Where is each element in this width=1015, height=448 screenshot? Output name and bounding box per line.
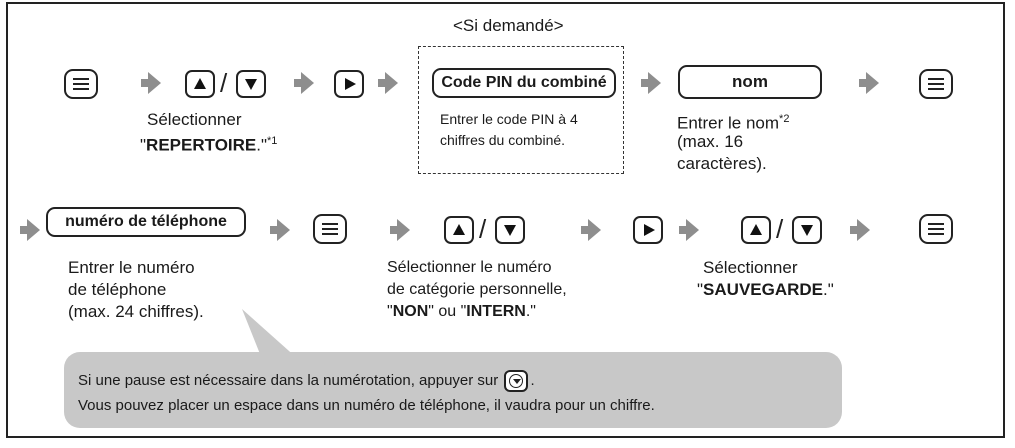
flow-arrow-icon xyxy=(397,219,410,241)
save-line1: Sélectionner xyxy=(703,258,798,277)
down-arrow-key-icon xyxy=(236,70,266,98)
select-repertoire-line1: Sélectionner xyxy=(147,110,242,129)
phone-hint-line2: de téléphone xyxy=(68,280,167,299)
right-arrow-key-icon xyxy=(633,216,663,244)
category-line2: de catégorie personnelle, xyxy=(387,281,567,298)
pin-field: Code PIN du combiné xyxy=(432,68,616,98)
category-line3: "NON" ou "INTERN." xyxy=(387,303,536,320)
flow-arrow-icon xyxy=(857,219,870,241)
phone-number-field: numéro de téléphone xyxy=(46,207,246,237)
flow-arrow-icon xyxy=(648,72,661,94)
up-arrow-key-icon xyxy=(185,70,215,98)
up-arrow-key-icon xyxy=(444,216,474,244)
category-line1: Sélectionner le numéro xyxy=(387,259,552,276)
bubble-pointer xyxy=(240,305,300,359)
save-line2: "SAUVEGARDE." xyxy=(697,280,834,299)
flow-arrow-icon xyxy=(277,219,290,241)
flow-arrow-icon xyxy=(27,219,40,241)
menu-key-icon xyxy=(64,69,98,99)
name-hint-line2: (max. 16 xyxy=(677,132,744,151)
note-line2: Vous pouvez placer un espace dans un numéro de téléphone, il vaudra pour un chiffre. xyxy=(78,397,655,414)
flow-arrow-icon xyxy=(866,72,879,94)
menu-key-icon xyxy=(919,69,953,99)
right-arrow-key-icon xyxy=(334,70,364,98)
flow-arrow-icon xyxy=(385,72,398,94)
slash-separator: / xyxy=(220,68,228,98)
flow-arrow-icon xyxy=(686,219,699,241)
name-hint-line1: Entrer le nom$^{*2}$ xyxy=(677,113,790,133)
phone-hint-line1: Entrer le numéro xyxy=(68,258,195,277)
phone-hint-line3: (max. 24 chiffres). xyxy=(68,302,204,321)
note-line1: Si une pause est nécessaire dans la numérotation, appuyer sur . xyxy=(78,370,535,392)
pause-key-icon xyxy=(504,370,528,392)
down-arrow-key-icon xyxy=(792,216,822,244)
flow-arrow-icon xyxy=(301,72,314,94)
select-repertoire-line2: "REPERTOIRE."$^{*1}$ xyxy=(140,135,278,155)
menu-key-icon xyxy=(313,214,347,244)
flow-arrow-icon xyxy=(588,219,601,241)
conditional-label: <Si demandé> xyxy=(453,16,564,35)
flow-arrow-icon xyxy=(148,72,161,94)
down-arrow-key-icon xyxy=(495,216,525,244)
slash-separator: / xyxy=(479,214,487,244)
name-hint-line3: caractères). xyxy=(677,154,767,173)
slash-separator: / xyxy=(776,214,784,244)
menu-key-icon xyxy=(919,214,953,244)
pin-hint-line1: Entrer le code PIN à 4 xyxy=(440,111,578,127)
pin-hint-line2: chiffres du combiné. xyxy=(440,132,566,148)
name-field: nom xyxy=(678,65,822,99)
up-arrow-key-icon xyxy=(741,216,771,244)
